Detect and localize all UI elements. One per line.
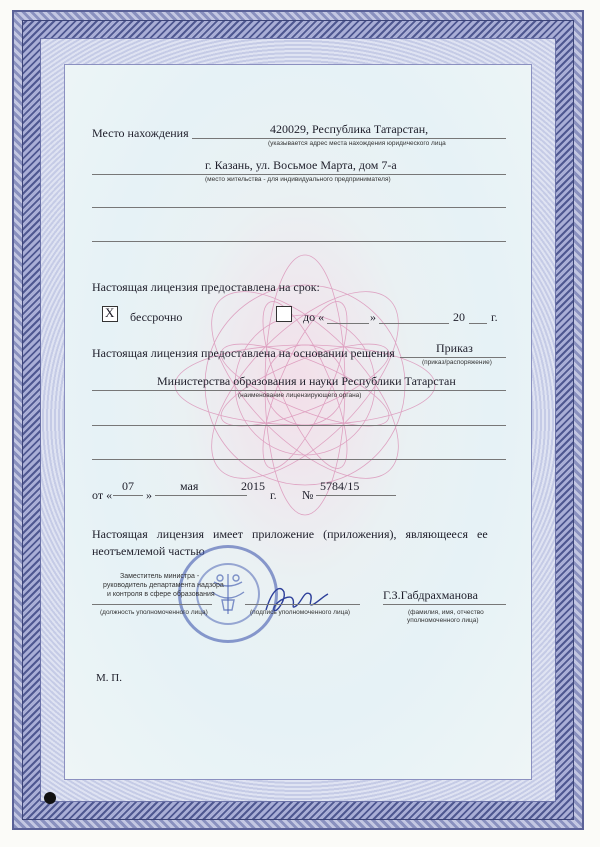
name-underline: [383, 604, 506, 605]
address-line1: 420029, Республика Татарстан,: [270, 122, 429, 136]
checkbox-indefinite: [102, 306, 118, 322]
appendix-line1: Настоящая лицензия имеет приложение (приложения), являющееся ее: [92, 527, 488, 541]
date-month-underline: [155, 495, 247, 496]
seal-place: М. П.: [96, 672, 122, 684]
term-year-suffix: г.: [491, 310, 498, 324]
signatory-name-hint-2: уполномоченного лица): [407, 617, 479, 624]
basis-label: Настоящая лицензия предоставлена на основании решения: [92, 346, 395, 360]
date-from-prefix: от «: [92, 488, 113, 502]
signatory-position-1: Заместитель министра -: [120, 573, 200, 580]
address-underline-4: [92, 241, 506, 242]
date-day-underline: [113, 495, 143, 496]
date-year: 2015: [241, 479, 265, 493]
position-underline: [92, 604, 212, 605]
term-until-prefix: до «: [303, 310, 325, 324]
date-month: мая: [180, 479, 199, 493]
date-number-sign: №: [302, 488, 314, 502]
term-month-underline: [379, 323, 449, 324]
punch-hole: [44, 792, 56, 804]
signature-underline: [245, 604, 360, 605]
address-line2: г. Казань, ул. Восьмое Марта, дом 7-а: [205, 158, 397, 172]
signatory-name: Г.З.Габдрахманова: [383, 588, 478, 602]
date-day-close: »: [146, 488, 152, 502]
basis-doc-type: Приказ: [436, 341, 473, 355]
term-year-underline: [469, 323, 487, 324]
basis-underline-2: [92, 425, 506, 426]
term-label: Настоящая лицензия предоставлена на срок:: [92, 280, 320, 294]
date-year-suffix: г.: [270, 488, 277, 502]
basis-underline-3: [92, 459, 506, 460]
term-until-close: »: [370, 310, 376, 324]
term-indefinite: бессрочно: [130, 310, 183, 324]
address-underline-2: [92, 174, 506, 175]
appendix-line2: неотъемлемой частью: [92, 544, 205, 558]
signatory-position-hint: (должность уполномоченного лица): [100, 609, 208, 616]
basis-authority-underline: [92, 390, 506, 391]
signatory-position-2: руководитель департамента надзора: [103, 582, 224, 589]
term-day-underline: [327, 323, 369, 324]
address-label: Место нахождения: [92, 126, 189, 140]
signature-hint: (подпись уполномоченного лица): [250, 609, 351, 616]
date-day: 07: [122, 479, 134, 493]
basis-doc-hint: (приказ/распоряжение): [422, 359, 492, 366]
basis-doc-underline: [400, 357, 506, 358]
signatory-position-3: и контроля в сфере образования: [107, 591, 215, 598]
basis-authority-hint: (наименование лицензирующего органа): [238, 392, 362, 399]
date-number: 5784/15: [320, 479, 360, 493]
address-underline-1: [192, 138, 506, 139]
date-number-underline: [316, 495, 396, 496]
address-hint1: (указывается адрес места нахождения юридического лица: [268, 140, 446, 147]
checkbox-until: [276, 306, 292, 322]
term-year-prefix: 20: [453, 310, 465, 324]
basis-authority: Министерства образования и науки Республики Татарстан: [157, 374, 456, 388]
address-hint2: (место жительства - для индивидуального предпринимателя): [205, 176, 391, 183]
address-underline-3: [92, 207, 506, 208]
signatory-name-hint-1: (фамилия, имя, отчество: [408, 609, 484, 616]
checkbox-mark: X: [105, 305, 115, 320]
